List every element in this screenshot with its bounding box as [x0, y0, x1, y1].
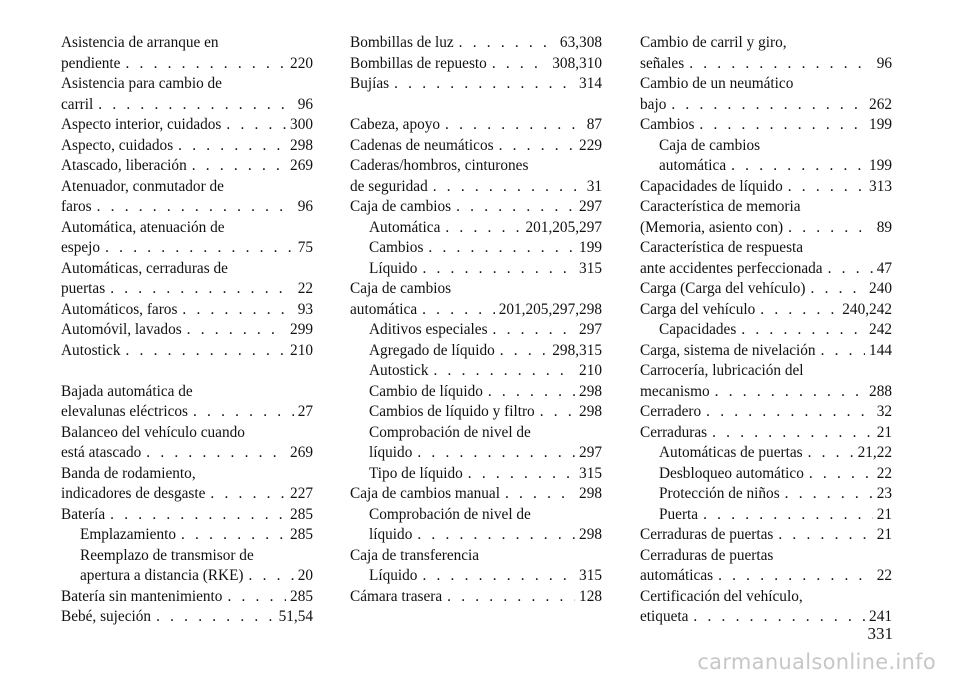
index-entry: [640, 33, 892, 54]
index-entry-text: líquido: [369, 444, 413, 461]
index-entry-page: 315: [579, 464, 602, 482]
index-leader-dots: [666, 95, 865, 116]
index-leader-dots: [488, 320, 576, 341]
index-entry: [640, 402, 892, 423]
index-entry: [350, 587, 602, 608]
index-leader-dots: [221, 115, 286, 136]
index-leader-dots: [176, 525, 286, 546]
index-entry-text: carril: [61, 95, 94, 113]
index-entry: [350, 423, 602, 444]
index-leader-dots: [451, 197, 575, 218]
index-entry-page: 297: [579, 444, 602, 461]
index-entry-page: 269: [290, 444, 313, 461]
index-entry-page: 297: [579, 198, 602, 215]
index-entry: [640, 525, 892, 546]
index-leader-dots: [417, 300, 495, 321]
index-entry-text: señales: [640, 54, 685, 72]
index-entry: [350, 115, 602, 136]
index-entry: [61, 156, 313, 177]
index-leader-dots: [120, 54, 286, 75]
index-leader-dots: [428, 177, 583, 198]
index-entry-text: Característica de respuesta: [640, 239, 804, 256]
index-entry-page: 20: [297, 567, 313, 584]
index-entry: [640, 587, 892, 608]
index-leader-dots: [698, 505, 873, 526]
index-entry-text: (Memoria, asiento con): [640, 218, 784, 236]
index-entry: [640, 177, 892, 198]
index-entry-page: 93: [297, 300, 313, 318]
index-entry: [61, 218, 313, 239]
index-entry-text: Carga, sistema de nivelación: [640, 341, 816, 359]
index-leader-dots: [429, 361, 576, 382]
index-entry-text: automática: [350, 300, 418, 318]
index-leader-dots: [535, 402, 575, 423]
index-entry-text: pendiente: [61, 54, 121, 72]
index-entry-text: Comprobación de nivel de: [369, 423, 531, 441]
index-entry-page: 241: [869, 608, 892, 625]
index-leader-dots: [205, 484, 286, 505]
index-leader-dots: [423, 238, 575, 259]
index-leader-dots: [816, 341, 865, 362]
index-entry-page: 27: [297, 403, 313, 420]
index-entry: [61, 177, 313, 198]
index-entry: [350, 218, 602, 239]
index-entry: [61, 259, 313, 280]
index-leader-dots: [389, 74, 575, 95]
index-leader-dots: [440, 115, 583, 136]
index-entry-text: Batería sin mantenimiento: [61, 587, 223, 605]
index-entry-text: Comprobación de nivel de: [369, 505, 531, 523]
index-leader-dots: [121, 341, 287, 362]
index-leader-dots: [710, 382, 865, 403]
index-entry-text: de seguridad: [350, 177, 428, 195]
index-entry: [350, 279, 602, 300]
index-entry-text: Balanceo del vehículo cuando: [61, 423, 245, 441]
index-entry: [350, 300, 602, 321]
index-entry: [61, 546, 313, 567]
index-entry-page: 285: [290, 587, 313, 605]
index-entry-page: 299: [290, 321, 313, 338]
index-entry: [350, 443, 602, 464]
index-entry-text: Cadenas de neumáticos: [350, 136, 494, 154]
index-entry: [61, 464, 313, 485]
index-entry-text: Caja de cambios: [659, 136, 761, 154]
index-entry: [350, 74, 602, 95]
index-entry-text: Aditivos especiales: [369, 321, 488, 338]
index-entry-text: Atenuador, conmutador de: [61, 177, 224, 195]
index-entry: [61, 33, 313, 54]
index-leader-dots: [773, 525, 872, 546]
index-entry-page: 22: [876, 567, 892, 584]
index-entry-page: 285: [290, 526, 313, 543]
index-entry: [640, 300, 892, 321]
index-entry: [61, 587, 313, 608]
index-entry-page: 298: [579, 382, 602, 400]
index-entry: [350, 156, 602, 177]
index-entry-text: Automática, atenuación de: [61, 218, 225, 236]
index-entry-text: Caja de cambios: [350, 280, 452, 297]
index-entry-page: 21: [876, 526, 892, 543]
index-entry-page: 220: [290, 54, 313, 72]
index-entry-page: 96: [876, 54, 892, 72]
index-entry-page: 227: [290, 485, 313, 502]
index-leader-dots: [442, 587, 575, 608]
index-entry-text: Certificación del vehículo,: [640, 587, 803, 605]
index-leader-dots: [713, 566, 873, 587]
index-entry-text: Cambio de carril y giro,: [640, 34, 787, 51]
index-entry-text: etiqueta: [640, 608, 689, 625]
index-entry-text: automática: [659, 157, 727, 174]
index-entry-text: Emplazamiento: [80, 526, 176, 543]
index-entry: [350, 320, 602, 341]
index-entry-text: Capacidades: [659, 321, 737, 338]
index-column-2: [350, 33, 602, 607]
index-entry: [61, 607, 313, 628]
index-entry-text: Automóvil, lavados: [61, 321, 182, 338]
index-entry: [61, 95, 313, 116]
index-entry-page: 210: [579, 362, 602, 379]
index-entry-text: indicadores de desgaste: [61, 485, 206, 502]
index-entry: [61, 74, 313, 95]
index-entry-text: Bajada automática de: [61, 382, 193, 400]
index-entry-page: 22: [876, 464, 892, 482]
index-entry-text: mecanismo: [640, 382, 710, 400]
index-entry-page: 144: [869, 341, 892, 359]
index-leader-dots: [803, 443, 854, 464]
index-entry-text: Desbloqueo automático: [659, 464, 804, 482]
index-entry: [61, 402, 313, 423]
index-entry: [640, 279, 892, 300]
index-entry: [61, 238, 313, 259]
index-entry: [640, 546, 892, 567]
page-number: 331: [867, 624, 893, 643]
index-leader-dots: [100, 238, 294, 259]
index-entry-text: Carga del vehículo: [640, 300, 756, 318]
index-entry-page: 262: [869, 95, 892, 113]
index-entry-page: 298: [579, 485, 602, 502]
index-entry-text: está atascado: [61, 444, 142, 461]
index-entry-text: espejo: [61, 239, 101, 256]
index-entry-page: 201,205,297,298: [498, 300, 602, 318]
index-entry-text: Cámara trasera: [350, 587, 443, 605]
index-leader-dots: [701, 402, 873, 423]
index-entry: [640, 443, 892, 464]
index-leader-dots: [487, 54, 548, 75]
index-entry-text: Caja de transferencia: [350, 546, 480, 564]
index-entry-text: Banda de rodamiento,: [61, 464, 196, 482]
index-entry: [350, 136, 602, 157]
index-entry-page: 285: [290, 505, 313, 523]
index-leader-dots: [222, 587, 286, 608]
index-leader-dots: [92, 197, 294, 218]
index-entry-text: Cambios: [640, 116, 695, 133]
index-entry-text: Automática: [369, 218, 441, 236]
index-entry-text: Cerradero: [640, 403, 702, 420]
index-entry-text: Puerta: [659, 505, 699, 523]
index-entry-text: Autostick: [369, 362, 429, 379]
index-entry-text: Reemplazo de transmisor de: [80, 546, 254, 564]
index-entry-text: Autostick: [61, 341, 121, 359]
index-entry-page: 298,315: [552, 341, 602, 359]
index-entry-text: automáticas: [640, 567, 714, 584]
index-entry: [640, 156, 892, 177]
index-entry-page: 298: [579, 403, 602, 420]
index-entry-text: Característica de memoria: [640, 198, 801, 215]
index-entry-page: 229: [579, 136, 602, 154]
index-leader-dots: [783, 177, 865, 198]
index-leader-dots: [440, 218, 521, 239]
index-entry-text: Cabeza, apoyo: [350, 116, 441, 133]
index-entry-page: 242: [869, 321, 892, 338]
index-entry: [61, 484, 313, 505]
index-entry-page: 31: [586, 177, 602, 195]
index-leader-dots: [151, 607, 275, 628]
index-entry-page: 240: [869, 280, 892, 297]
index-column-3: [640, 33, 892, 628]
index-entry-text: Protección de niños: [659, 485, 780, 502]
index-entry: [350, 33, 602, 54]
index-entry-text: Capacidades de líquido: [640, 177, 783, 195]
index-entry: [61, 115, 313, 136]
index-entry-page: 240,242: [842, 300, 892, 318]
index-leader-dots: [684, 54, 873, 75]
index-leader-dots: [141, 443, 286, 464]
index-leader-dots: [93, 95, 293, 116]
index-leader-dots: [500, 484, 575, 505]
index-entry-page: 87: [586, 116, 602, 133]
index-entry: [61, 382, 313, 403]
index-entry-page: 21: [876, 423, 892, 441]
index-entry: [640, 259, 892, 280]
index-leader-dots: [412, 443, 575, 464]
index-entry: [640, 341, 892, 362]
index-entry-page: 199: [869, 116, 892, 133]
index-entry-page: 313: [869, 177, 892, 195]
index-entry: [640, 74, 892, 95]
index-entry-text: Batería: [61, 505, 106, 523]
index-leader-dots: [177, 300, 293, 321]
index-leader-dots: [105, 279, 294, 300]
index-entry-text: Bombillas de luz: [350, 34, 454, 51]
index-entry-text: Caja de cambios manual: [350, 485, 500, 502]
index-entry-text: Caja de cambios: [350, 198, 452, 215]
index-entry: [61, 505, 313, 526]
index-leader-dots: [417, 566, 575, 587]
index-leader-dots: [780, 484, 873, 505]
index-entry-text: Atascado, liberación: [61, 157, 187, 174]
index-leader-dots: [495, 341, 549, 362]
index-entry-page: 288: [869, 382, 892, 400]
index-entry-page: 23: [876, 485, 892, 502]
index-entry-text: Cerraduras: [640, 423, 708, 441]
index-entry: [61, 525, 313, 546]
index-entry: [350, 177, 602, 198]
index-entry: [350, 402, 602, 423]
index-leader-dots: [412, 525, 575, 546]
index-entry-text: Carga (Carga del vehículo): [640, 280, 806, 297]
index-leader-dots: [188, 402, 294, 423]
index-entry: [640, 423, 892, 444]
index-gap: [61, 361, 313, 382]
index-entry: [640, 566, 892, 587]
index-entry: [61, 443, 313, 464]
index-entry-text: Bebé, sujeción: [61, 608, 152, 625]
index-entry: [350, 382, 602, 403]
index-entry: [640, 218, 892, 239]
index-entry-page: 47: [876, 259, 892, 277]
index-entry: [350, 546, 602, 567]
index-entry-text: Automáticos, faros: [61, 300, 178, 318]
index-entry: [640, 197, 892, 218]
index-entry-text: Líquido: [369, 567, 418, 584]
index-leader-dots: [688, 607, 865, 628]
index-entry: [61, 54, 313, 75]
index-entry-page: 21,22: [857, 444, 892, 461]
index-leader-dots: [187, 156, 286, 177]
index-entry-page: 51,54: [278, 608, 313, 625]
index-entry: [640, 464, 892, 485]
index-entry-text: Líquido: [369, 259, 418, 277]
index-entry-text: Cambio de líquido: [369, 382, 483, 400]
index-entry-text: apertura a distancia (RKE): [80, 567, 244, 584]
index-leader-dots: [483, 382, 575, 403]
index-entry-text: puertas: [61, 280, 106, 297]
index-leader-dots: [244, 566, 294, 587]
index-entry-text: Asistencia de arranque en: [61, 34, 219, 51]
index-leader-dots: [417, 259, 575, 280]
index-entry-page: 199: [579, 239, 602, 256]
index-entry-page: 269: [290, 157, 313, 174]
index-entry-page: 128: [579, 587, 602, 605]
index-leader-dots: [707, 423, 873, 444]
index-entry: [640, 115, 892, 136]
index-gap: [350, 95, 602, 116]
index-column-1: [61, 33, 313, 628]
index-entry-text: Agregado de líquido: [369, 341, 495, 359]
index-entry-text: bajo: [640, 95, 667, 113]
index-leader-dots: [755, 300, 838, 321]
index-entry-page: 298: [579, 526, 602, 543]
index-entry: [640, 382, 892, 403]
index-entry-text: Carrocería, lubricación del: [640, 362, 804, 379]
index-leader-dots: [694, 115, 865, 136]
index-entry-page: 21: [876, 505, 892, 523]
index-entry-page: 315: [579, 259, 602, 277]
index-entry-page: 75: [297, 239, 313, 256]
index-entry-page: 201,205,297: [525, 218, 602, 236]
index-entry: [350, 361, 602, 382]
index-entry: [350, 505, 602, 526]
index-entry: [350, 525, 602, 546]
index-leader-dots: [804, 464, 873, 485]
index-entry: [640, 238, 892, 259]
index-entry: [61, 136, 313, 157]
index-leader-dots: [173, 136, 286, 157]
index-entry: [350, 566, 602, 587]
index-leader-dots: [494, 136, 575, 157]
index-entry-text: Bujías: [350, 75, 390, 92]
index-entry: [350, 238, 602, 259]
index-entry-text: Cerraduras de puertas: [640, 526, 774, 543]
index-entry-page: 298: [290, 136, 313, 154]
index-leader-dots: [182, 320, 286, 341]
index-entry-page: 89: [876, 218, 892, 236]
index-entry: [61, 320, 313, 341]
index-entry-text: elevalunas eléctricos: [61, 403, 188, 420]
index-entry: [640, 136, 892, 157]
index-leader-dots: [806, 279, 866, 300]
index-leader-dots: [783, 218, 873, 239]
index-entry-text: Automáticas, cerraduras de: [61, 259, 228, 277]
index-entry-page: 96: [297, 95, 313, 113]
index-entry-text: Cambios: [369, 239, 424, 256]
index-entry: [61, 341, 313, 362]
index-entry: [350, 54, 602, 75]
index-entry-page: 199: [869, 157, 892, 174]
index-entry-page: 210: [290, 341, 313, 359]
index-entry: [640, 361, 892, 382]
index-entry-page: 22: [297, 280, 313, 297]
index-entry: [61, 566, 313, 587]
index-entry-page: 96: [297, 198, 313, 215]
index-entry: [640, 607, 892, 628]
index-entry-page: 300: [290, 116, 313, 133]
index-entry: [61, 197, 313, 218]
index-entry: [640, 505, 892, 526]
index-entry-text: Caderas/hombros, cinturones: [350, 157, 529, 174]
index-entry: [350, 464, 602, 485]
index-entry-text: Bombillas de repuesto: [350, 54, 487, 72]
index-entry: [350, 484, 602, 505]
index-entry: [61, 300, 313, 321]
index-entry-page: 308,310: [552, 54, 602, 72]
index-entry: [350, 197, 602, 218]
index-entry: [350, 259, 602, 280]
index-entry-text: ante accidentes perfeccionada: [640, 259, 823, 277]
index-entry-text: Automáticas de puertas: [659, 444, 803, 461]
index-leader-dots: [726, 156, 865, 177]
index-entry-page: 297: [579, 321, 602, 338]
index-entry-text: Cerraduras de puertas: [640, 546, 774, 564]
index-leader-dots: [105, 505, 286, 526]
index-entry-text: Aspecto interior, cuidados: [61, 116, 222, 133]
index-entry-text: líquido: [369, 526, 413, 543]
index-entry: [640, 484, 892, 505]
index-entry-page: 32: [876, 403, 892, 420]
index-entry: [61, 423, 313, 444]
index-leader-dots: [463, 464, 575, 485]
index-entry: [640, 54, 892, 75]
index-entry-page: 315: [579, 567, 602, 584]
index-entry-page: 63,308: [559, 34, 602, 51]
index-entry: [61, 279, 313, 300]
index-leader-dots: [454, 33, 556, 54]
index-leader-dots: [736, 320, 865, 341]
index-entry-text: Asistencia para cambio de: [61, 75, 222, 92]
index-entry-text: Cambio de un neumático: [640, 75, 794, 92]
index-entry-text: faros: [61, 198, 92, 215]
index-leader-dots: [823, 259, 873, 280]
index-entry-text: Aspecto, cuidados: [61, 136, 174, 154]
index-entry: [640, 95, 892, 116]
index-entry-page: 314: [579, 75, 602, 92]
index-entry: [350, 341, 602, 362]
index-entry-text: Tipo de líquido: [369, 464, 463, 482]
index-entry-text: Cambios de líquido y filtro: [369, 403, 535, 420]
index-entry: [640, 320, 892, 341]
watermark: carmanualsonline.info: [697, 650, 936, 674]
